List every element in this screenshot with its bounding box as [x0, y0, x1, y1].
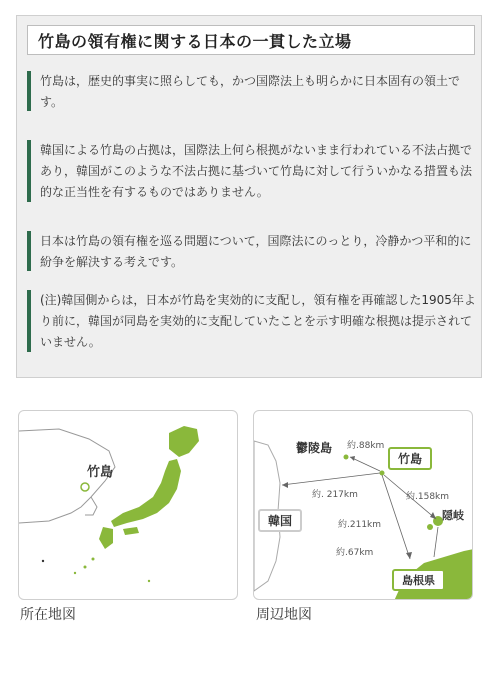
vicinity-map-caption: 周辺地図 [256, 607, 312, 623]
panel-title-box [27, 25, 475, 55]
korea-tag: 韓国 [258, 509, 302, 532]
dist-korea: 約. 217km [312, 490, 358, 500]
paragraph-3: 日本は竹島の領有権を巡る問題について，国際法にのっとり，冷静かつ平和的に紛争を解決する考えです。 [27, 231, 480, 271]
line-korea [282, 473, 380, 485]
line-oki-mainland [434, 527, 438, 557]
shikoku-shape [123, 527, 139, 535]
dist-oki-mainland: 約.67km [336, 548, 374, 558]
line-shimane [382, 475, 410, 559]
position-panel [16, 15, 482, 378]
ulleungdo-island [344, 455, 349, 460]
japan-map-graphic [19, 411, 238, 600]
takeshima-island [380, 471, 385, 476]
panel-title: 竹島の領有権に関する日本の一貫した立場 [38, 31, 352, 51]
dist-shimane: 約.211km [338, 520, 382, 530]
paragraph-1: 竹島は，歴史的事実に照らしても，かつ国際法上も明らかに日本固有の領土です。 [27, 71, 480, 111]
oki-label: 隠岐 [442, 509, 464, 522]
location-map-card [18, 410, 238, 600]
ulleungdo-label: 鬱陵島 [296, 441, 333, 455]
takeshima-tag: 竹島 [388, 447, 432, 470]
honshu-shape [111, 459, 181, 527]
location-map-caption: 所在地図 [20, 607, 76, 623]
takeshima-label: 竹島 [87, 465, 114, 480]
paragraph-2: 韓国による竹島の占拠は，国際法上何ら根拠がないまま行われている不法占拠であり，韓国がこのような不法占拠に基づいて竹島に対して行ういかなる措置も法的な正当性を有するものではありません。 [27, 140, 480, 202]
dist-ulleungdo: 約.88km [347, 441, 385, 451]
line-ulleungdo [350, 457, 380, 471]
paragraph-4-note: (注)韓国側からは，日本が竹島を実効的に支配し，領有権を再確認した1905年より前に，韓国が同島を実効的に支配していたことを示す明確な根拠は提示されていません。 [27, 290, 480, 352]
takeshima-marker [81, 483, 89, 491]
dist-oki: 約.158km [406, 492, 450, 502]
kyushu-shape [99, 527, 113, 549]
hokkaido-shape [169, 426, 199, 457]
vicinity-map-card [253, 410, 473, 600]
shimane-tag: 島根県 [392, 569, 445, 591]
